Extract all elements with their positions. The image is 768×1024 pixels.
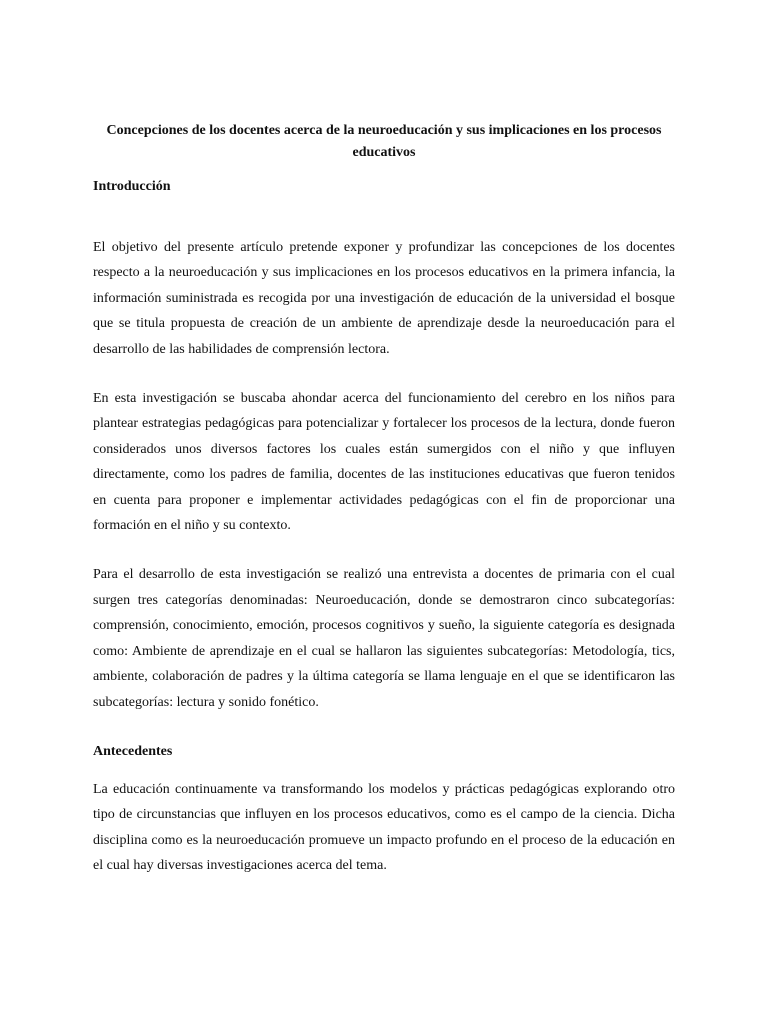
- paragraph: El objetivo del presente artículo pretende exponer y profundizar las concepciones de los docentes respecto a la neuroeducación y sus implicaciones en los procesos educativos en la primera infancia, la información suministrada es recogida por una investigación de educación de la universidad el bosque que se titula propuesta de creación de un ambiente de aprendizaje desde la neuroeducación para el desarrollo de las habilidades de comprensión lectora.: [93, 240, 675, 357]
- document-page: [93, 120, 675, 879]
- paragraph: La educación continuamente va transformando los modelos y prácticas pedagógicas explorando otro tipo de circunstancias que influyen en los procesos educativos, como es el campo de la ciencia. Dicha disciplina como es la neuroeducación promueve un impacto profundo en el proceso de la educación en el cual hay diversas investigaciones acerca del tema.: [93, 781, 675, 874]
- paragraph: En esta investigación se buscaba ahondar acerca del funcionamiento del cerebro en los niños para plantear estrategias pedagógicas para potencializar y fortalecer los procesos de la lectura, donde fueron considerados unos diversos factores los cuales están sumergidos con el niño y que influyen directamente, como los padres de familia, docentes de las instituciones educativas que fueron tenidos en cuenta para proponer e implementar actividades pedagógicas con el fin de proporcionar una formación en el niño y su contexto.: [93, 391, 675, 534]
- document-title: Concepciones de los docentes acerca de la neuroeducación y sus implicaciones en los procesos educativos: [106, 123, 662, 160]
- section-heading-introduccion: Introducción: [93, 179, 171, 194]
- paragraph: Para el desarrollo de esta investigación se realizó una entrevista a docentes de primaria con el cual surgen tres categorías denominadas: Neuroeducación, donde se demostraron cinco subcategorías: comprensión, conocimiento, emoción, procesos cognitivos y sueño, la siguiente categoría es designada como: Ambiente de aprendizaje en el cual se hallaron las siguientes subcategorías: Metodología, tics, ambiente, colaboración de padres y la última categoría se llama lenguaje en el que se identificaron las subcategorías: lectura y sonido fonético.: [93, 567, 675, 710]
- section-heading-antecedentes: Antecedentes: [93, 743, 173, 759]
